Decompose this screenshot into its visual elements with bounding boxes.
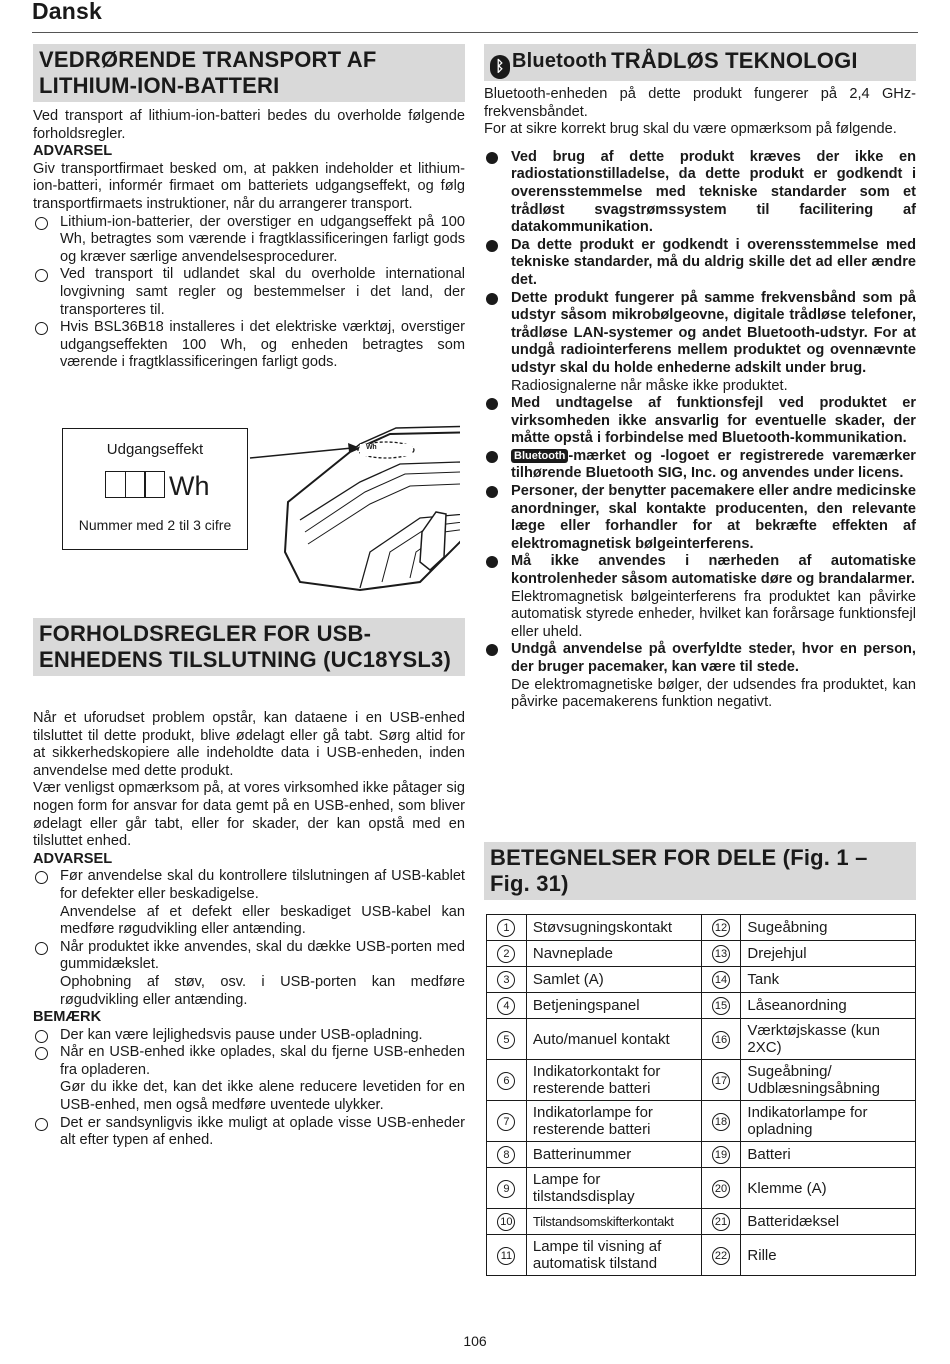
usb-note-label: BEMÆRK xyxy=(33,1009,102,1026)
output-label-title: Udgangseffekt xyxy=(106,441,204,458)
table-row xyxy=(487,1209,916,1235)
part-number: 20 xyxy=(712,1180,730,1198)
part-name-cell xyxy=(526,993,701,1019)
table-row xyxy=(487,1019,916,1060)
usb-para-1: Når et uforudset problem opstår, kan dataene i en USB-enhed tilsluttet til dette produkt, blive ødelagt eller gå tabt. Sørg altid for at sikkerhedskopiere alle indeholdte data i USB-enheden, inden anvendelse med dette produkt. xyxy=(33,710,465,779)
part-number-cell xyxy=(487,1209,527,1235)
part-name: Rille xyxy=(747,1246,777,1264)
part-name: Låseanordning xyxy=(747,997,847,1014)
part-number-cell xyxy=(701,1235,741,1276)
list-item: Bluetooth -mærket og -logoet er registrerede varemærker tilhørende Bluetooth SIG, Inc. og anvendes under licens. xyxy=(484,448,916,483)
part-name-cell xyxy=(741,1101,916,1142)
part-name-cell xyxy=(526,915,701,941)
output-label-box xyxy=(62,428,248,550)
list-item: Personer, der benytter pacemakere eller andre medicinske anordninger, skal kontakte producenten, den relevante læge eller forhandler for at bekræfte effekten af elektromagnetisk bølgeinterferens. xyxy=(484,483,916,553)
part-number: 8 xyxy=(497,1146,515,1164)
part-number-cell xyxy=(701,993,741,1019)
part-name-cell xyxy=(741,1060,916,1101)
part-name-cell xyxy=(741,1168,916,1209)
part-number: 3 xyxy=(497,971,515,989)
bluetooth-icon: ᛒ xyxy=(490,55,510,79)
part-name: Lampe til visning af automatisk tilstand xyxy=(532,1238,662,1272)
part-name-cell xyxy=(526,1235,701,1276)
part-number: 10 xyxy=(497,1213,515,1231)
part-number-cell xyxy=(487,1060,527,1101)
list-item: Når en USB-enhed ikke oplades, skal du fjerne USB-enheden fra opladeren. Gør du ikke det, kan det ikke alene reducere levetiden for en USB-enhed, men også medføre uventede ulykker. xyxy=(33,1044,465,1114)
part-name: Tank xyxy=(747,971,780,988)
part-name: Drejehjul xyxy=(747,945,807,962)
part-number-cell xyxy=(701,915,741,941)
part-name-cell xyxy=(526,1060,701,1101)
part-number: 6 xyxy=(497,1072,515,1090)
part-number: 17 xyxy=(712,1072,730,1090)
part-number-cell xyxy=(701,941,741,967)
part-number-cell xyxy=(487,993,527,1019)
table-row xyxy=(487,1101,916,1142)
part-number-cell xyxy=(701,1060,741,1101)
part-number: 21 xyxy=(712,1213,730,1231)
list-item: Da dette produkt er godkendt i overensstemmelse med tekniske standarder, må du aldrig skille det ad eller ændre det. xyxy=(484,237,916,290)
usb-para-2: Vær venligst opmærksom på, at vores virksomhed ikke påtager sig nogen form for ansvar for data gemt på en USB-enhed, som bliver ødelagt eller går tabt, eller for skader, der kan opstå med en tilsluttet enhed. xyxy=(33,780,465,850)
part-name: Batteri xyxy=(747,1146,791,1163)
part-number-cell xyxy=(701,1142,741,1168)
part-number: 14 xyxy=(712,971,730,989)
part-number-cell xyxy=(487,967,527,993)
part-number: 15 xyxy=(712,997,730,1015)
part-name: Batteridæksel xyxy=(747,1213,840,1230)
part-name: Værktøjskasse (kun 2XC) xyxy=(747,1022,880,1056)
part-name-cell xyxy=(526,1019,701,1060)
part-number: 16 xyxy=(712,1031,730,1049)
table-row xyxy=(487,1235,916,1276)
list-item: Må ikke anvendes i nærheden af automatiske kontrolenheder såsom automatiske døre og brandalarmer. Elektromagnetisk bølgeinterferens fra produktet kan påvirke automatisk styrede enheder, hvilket kan forårsage funktionsfejl eller uheld. xyxy=(484,553,916,641)
part-number-cell xyxy=(701,1101,741,1142)
bluetooth-section xyxy=(484,86,916,712)
part-number: 12 xyxy=(712,919,730,937)
part-number-cell xyxy=(487,941,527,967)
list-item: Ved transport til udlandet skal du overholde international lovgivning samt regler og bestemmelser i det land, der transporteres til. xyxy=(33,266,465,319)
usb-warning-list xyxy=(33,868,465,1009)
part-name-cell xyxy=(526,1101,701,1142)
transport-intro: Ved transport af lithium-ion-batteri bedes du overholde følgende forholdsregler. xyxy=(33,108,465,142)
table-row xyxy=(487,967,916,993)
usb-note-list xyxy=(33,1027,465,1150)
part-name: Lampe for tilstandsdisplay xyxy=(532,1171,635,1205)
list-item: Hvis BSL36B18 installeres i det elektriske værktøj, overstiger udgangseffekten 100 Wh, og enheden betragtes som værende i fragtklassificeringen farligt gods. xyxy=(33,319,465,372)
part-name: Navneplade xyxy=(532,945,613,962)
part-name-cell xyxy=(741,967,916,993)
list-item: Lithium-ion-batterier, der overstiger en udgangseffekt på 100 Wh, betragtes som værende i fragtklassificeringen farligt gods og kræver særlige anvendelsesprocedurer. xyxy=(33,214,465,267)
part-name-cell xyxy=(526,941,701,967)
part-name: Auto/manuel kontakt xyxy=(532,1030,670,1048)
part-number: 13 xyxy=(712,945,730,963)
digit-cell xyxy=(125,471,146,498)
bluetooth-intro-2: For at sikre korrekt brug skal du være opmærksom på følgende. xyxy=(484,121,897,138)
part-name: Støvsugningskontakt xyxy=(532,919,673,936)
transport-list xyxy=(33,214,465,372)
bluetooth-wordmark: Bluetooth xyxy=(512,50,608,72)
transport-warning-text: Giv transportfirmaet besked om, at pakken indeholder et lithium-ion-batteri, informér firmaet om batteriets udgangseffekt, og følg transportfirmaets instruktioner, når du arrangerer transport. xyxy=(33,160,465,212)
part-number-cell xyxy=(701,1168,741,1209)
part-name-cell xyxy=(526,1209,701,1235)
transport-warning-label: ADVARSEL xyxy=(33,143,113,160)
list-item: Ved brug af dette produkt kræves der ikke en radiostationstilladelse, da dette produkt er godkendt i overensstemmelse med tekniske standarder som et trådløst svagstrømssystem til facilitering af datakommunikation. xyxy=(484,149,916,237)
part-name-cell xyxy=(741,1235,916,1276)
table-row xyxy=(487,1142,916,1168)
list-item: Undgå anvendelse på overfyldte steder, hvor en person, der bruger pacemaker, kan være til stede. De elektromagnetiske bølger, der udsendes fra produktet, kan påvirke pacemakerens funktion negativt. xyxy=(484,641,916,711)
part-name-cell xyxy=(526,1168,701,1209)
usb-heading: FORHOLDSREGLER FOR USB-ENHEDENS TILSLUTNING (UC18YSL3) xyxy=(33,618,465,676)
part-number: 2 xyxy=(497,945,515,963)
list-item: Med undtagelse af funktionsfejl ved produktet er virksomheden ikke ansvarlig for eventuelle skader, der måtte opstå i forbindelse med Bluetooth-kommunikation. xyxy=(484,395,916,448)
part-number-cell xyxy=(487,1101,527,1142)
language-label: Dansk xyxy=(32,0,103,24)
part-name: Indikatorlampe for opladning xyxy=(747,1104,868,1138)
bluetooth-list xyxy=(484,149,916,712)
part-number-cell xyxy=(487,1142,527,1168)
part-name: Tilstandsomskifterkontakt xyxy=(532,1214,674,1229)
part-name-cell xyxy=(741,915,916,941)
usb-warning-label: ADVARSEL xyxy=(33,850,113,867)
part-name-cell xyxy=(741,993,916,1019)
part-number-cell xyxy=(487,915,527,941)
bluetooth-heading xyxy=(484,44,916,81)
part-number-cell xyxy=(487,1235,527,1276)
bluetooth-logo-icon: Bluetooth xyxy=(511,449,568,463)
part-number: 18 xyxy=(712,1113,730,1131)
part-name-cell xyxy=(741,1019,916,1060)
transport-section xyxy=(33,108,465,372)
part-number: 19 xyxy=(712,1146,730,1164)
battery-figure xyxy=(60,412,460,602)
part-number: 5 xyxy=(497,1031,515,1049)
list-item: Dette produkt fungerer på samme frekvensbånd som på udstyr såsom mikrobølgeovne, digitale trådløse telefoner, trådløse LAN-systemer og andet Bluetooth-udstyr. For at undgå radiointerferens mellem produktet og ovennævnte udstyr skal du holde enhederne adskilt under brug. Radiosignalerne når måske ikke produktet. xyxy=(484,290,916,396)
output-label-caption: Nummer med 2 til 3 cifre xyxy=(78,517,232,533)
part-number: 1 xyxy=(497,919,515,937)
list-item: Det er sandsynligvis ikke muligt at oplade visse USB-enheder alt efter typen af enhed. xyxy=(33,1115,465,1150)
part-name-cell xyxy=(741,1209,916,1235)
part-number-cell xyxy=(701,967,741,993)
table-row xyxy=(487,993,916,1019)
part-name: Klemme (A) xyxy=(747,1179,827,1197)
part-name: Sugeåbning/ Udblæsningsåbning xyxy=(747,1063,880,1097)
table-row xyxy=(487,915,916,941)
part-number: 4 xyxy=(497,997,515,1015)
parts-heading: BETEGNELSER FOR DELE (Fig. 1 – Fig. 31) xyxy=(484,842,916,900)
digit-cell xyxy=(105,471,126,498)
part-number-cell xyxy=(701,1209,741,1235)
part-name-cell xyxy=(741,941,916,967)
page-number: 106 xyxy=(463,1333,487,1349)
part-number-cell xyxy=(487,1019,527,1060)
transport-heading: VEDRØRENDE TRANSPORT AF LITHIUM-ION-BATTERI xyxy=(33,44,465,102)
part-number: 22 xyxy=(712,1247,730,1265)
table-row xyxy=(487,1060,916,1101)
part-name: Betjeningspanel xyxy=(532,997,640,1014)
part-name: Batterinummer xyxy=(532,1146,632,1163)
part-name: Indikatorkontakt for resterende batteri xyxy=(532,1063,661,1097)
part-number: 11 xyxy=(497,1247,515,1265)
part-name: Sugeåbning xyxy=(747,919,828,936)
part-name-cell xyxy=(741,1142,916,1168)
list-item: Når produktet ikke anvendes, skal du dække USB-porten med gummidækslet. Ophobning af støv, osv. i USB-porten kan medføre røgudvikling eller antænding. xyxy=(33,939,465,1009)
parts-table xyxy=(486,914,916,1276)
list-item: Der kan være lejlighedsvis pause under USB-opladning. xyxy=(33,1027,465,1045)
digit-cells xyxy=(105,471,164,498)
top-divider xyxy=(32,32,918,33)
wh-unit: Wh xyxy=(169,471,210,501)
table-row xyxy=(487,1168,916,1209)
part-name-cell xyxy=(526,1142,701,1168)
part-name-cell xyxy=(526,967,701,993)
digit-cell xyxy=(144,471,165,498)
table-row xyxy=(487,941,916,967)
battery-wh-marking: Wh xyxy=(366,444,377,451)
part-number: 9 xyxy=(497,1180,515,1198)
bluetooth-intro-1: Bluetooth-enheden på dette produkt fungerer på 2,4 GHz-frekvensbåndet. xyxy=(484,86,916,120)
usb-section xyxy=(33,710,465,1150)
part-name: Samlet (A) xyxy=(532,971,604,988)
part-number: 7 xyxy=(497,1113,515,1131)
list-item: Før anvendelse skal du kontrollere tilslutningen af USB-kablet for defekter eller beskadigelse. Anvendelse af et defekt eller beskadiget USB-kabel kan medføre røgudvikling eller antænding. xyxy=(33,868,465,938)
part-name: Indikatorlampe for resterende batteri xyxy=(532,1104,653,1138)
part-number-cell xyxy=(701,1019,741,1060)
bluetooth-heading-text: TRÅDLØS TEKNOLOGI xyxy=(611,48,858,73)
part-number-cell xyxy=(487,1168,527,1209)
